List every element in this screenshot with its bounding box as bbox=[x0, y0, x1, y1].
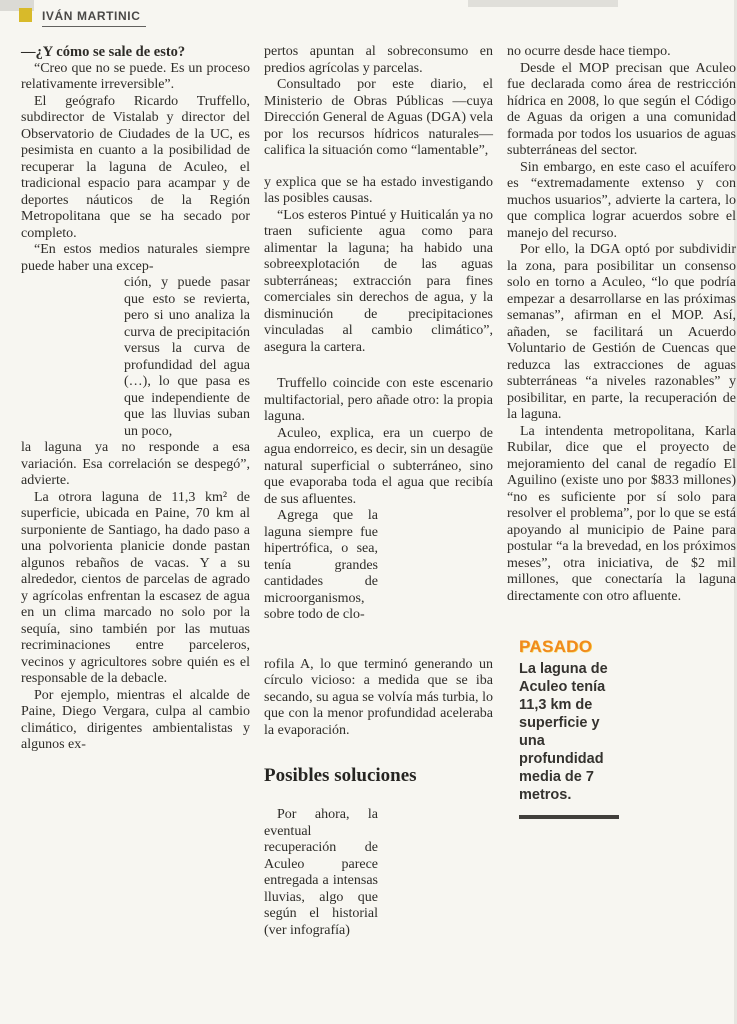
paragraph: El geógrafo Ricardo Truffello, subdirector de Vistalab y director del Observatorio de Ciudades de la UC, es pesimista en cuanto a la posibilidad de recuperar la laguna de Aculeo, el tradicional espacio para acampar y de deportes náuticos de la Región Metropolitana que se ha secado por completo. bbox=[21, 93, 250, 241]
paragraph-wrapped: Agrega que la laguna siempre fue hipertrófica, o sea, tenía grandes cantidades de microorganismos, sobre todo de clo- bbox=[264, 508, 378, 622]
paragraph: Aculeo, explica, era un cuerpo de agua endorreico, es decir, sin un desagüe natural superficial o subterráneo, sino que evaporaba toda el agua que recibía de sus afluentes. bbox=[264, 425, 493, 507]
byline: IVÁN MARTINIC bbox=[42, 9, 146, 27]
paragraph: Sin embargo, en este caso el acuífero es “extremadamente extenso y con muchos usuarios”, advierte la cartera, lo que complica lograr acuerdos sobre el manejo del recurso. bbox=[507, 159, 736, 241]
paragraph: rofila A, lo que terminó generando un círculo vicioso: a medida que se iba secando, su agua se volvía más turbia, lo que con la menor profundidad aceleraba la evaporación. bbox=[264, 656, 493, 738]
column-2 bbox=[264, 44, 493, 939]
column-1 bbox=[21, 44, 250, 939]
paragraph: “En estos medios naturales siempre puede haber una excep- bbox=[21, 242, 250, 274]
paragraph: la laguna ya no responde a esa variación. Esa correlación se despegó”, advierte. bbox=[21, 440, 250, 488]
pasado-label: PASADO bbox=[519, 637, 593, 656]
paragraph: Desde el MOP precisan que Aculeo fue declarada como área de restricción hídrica en 2008, lo que según el Código de Aguas da origen a una comunidad formada por todos los usuarios de aguas subterráneas del sector. bbox=[507, 60, 736, 158]
subheading-posibles-soluciones: Posibles soluciones bbox=[264, 765, 417, 786]
article-columns bbox=[21, 44, 736, 939]
paragraph: La otrora laguna de 11,3 km² de superficie, ubicada en Paine, 70 km al surponiente de Santiago, ha dado paso a una polvorienta planicie donde pastan algunos rebaños de vacas. Y a su alrededor, cientos de parcelas de agrado y agrícolas enfrentan la escasez de agua en un clima marcado no solo por la sequía, sino también por las mutuas recriminaciones entre parceleros, vecinos y agricultores sobre quién es el responsable de la debacle. bbox=[21, 489, 250, 686]
pasado-fact-box bbox=[519, 637, 619, 819]
lead-question: —¿Y cómo se sale de esto? bbox=[21, 44, 186, 60]
paragraph: y explica que se ha estado investigando las posibles causas. bbox=[264, 174, 493, 206]
paragraph: Por ello, la DGA optó por subdividir la zona, para posibilitar un consenso solo en torno a Aculeo, “lo que podría empezar a desarrollarse en las próximas semanas”, afirman en el MOP. Así, añaden, se facilitará un Acuerdo Voluntario de Gestión de Cuencas que reduzca las extracciones de aguas subterráneas “a niveles razonables” y posibilitar, en parte, la recuperación de la laguna. bbox=[507, 242, 736, 422]
scan-artifact bbox=[468, 0, 618, 7]
paragraph: “Los esteros Pintué y Huiticalán ya no traen suficiente agua como para alimentar la laguna; ha habido una sobreexplotación de las aguas subterráneas; extracción para fines comerciales sin derechos de agua, y la disminución de precipitaciones vinculadas al cambio climático”, asegura la cartera. bbox=[264, 207, 493, 355]
yellow-highlight-marker bbox=[19, 8, 32, 22]
paragraph: Consultado por este diario, el Ministerio de Obras Públicas —cuya Dirección General de Aguas (DGA) vela por los recursos hídricos naturales— califica la situación como “lamentable”, bbox=[264, 77, 493, 158]
pasado-text: La laguna de Aculeo tenía 11,3 km de superficie y una profundidad media de 7 metros. bbox=[519, 661, 608, 803]
paragraph: La intendenta metropolitana, Karla Rubilar, dice que el proyecto de mejoramiento del canal de regadío El Aguilino (existe uno por $833 millones) “no es suficiente por sí solo para resolver el problema”, por lo que se está apoyando al municipio de Paine para postular “a la brevedad, en los próximos meses”, otra iniciativa, de $2 mil millones, que conectaría la laguna directamente con otro afluente. bbox=[507, 423, 736, 604]
paragraph: “Creo que no se puede. Es un proceso relativamente irreversible”. bbox=[21, 60, 250, 92]
paragraph: Por ejemplo, mientras el alcalde de Paine, Diego Vergara, culpa al cambio climático, dirigentes ambientalistas y algunos ex- bbox=[21, 687, 250, 752]
paragraph: pertos apuntan al sobreconsumo en predios agrícolas y parcelas. bbox=[264, 44, 493, 76]
paragraph: Truffello coincide con este escenario multifactorial, pero añade otro: la propia laguna. bbox=[264, 376, 493, 424]
column-3 bbox=[507, 44, 736, 939]
fact-box-rule bbox=[519, 815, 619, 819]
paragraph-wrapped: ción, y puede pasar que esto se revierta, pero si uno analiza la curva de precipitación versus la curva de profundidad del agua (…), lo que pasa es que independiente de que las lluvias suban un poco, bbox=[124, 275, 250, 439]
paragraph-wrapped: Por ahora, la eventual recuperación de Aculeo parece entregada a intensas lluvias, algo que según el historial (ver infografía) bbox=[264, 807, 378, 938]
paragraph: no ocurre desde hace tiempo. bbox=[507, 44, 671, 59]
